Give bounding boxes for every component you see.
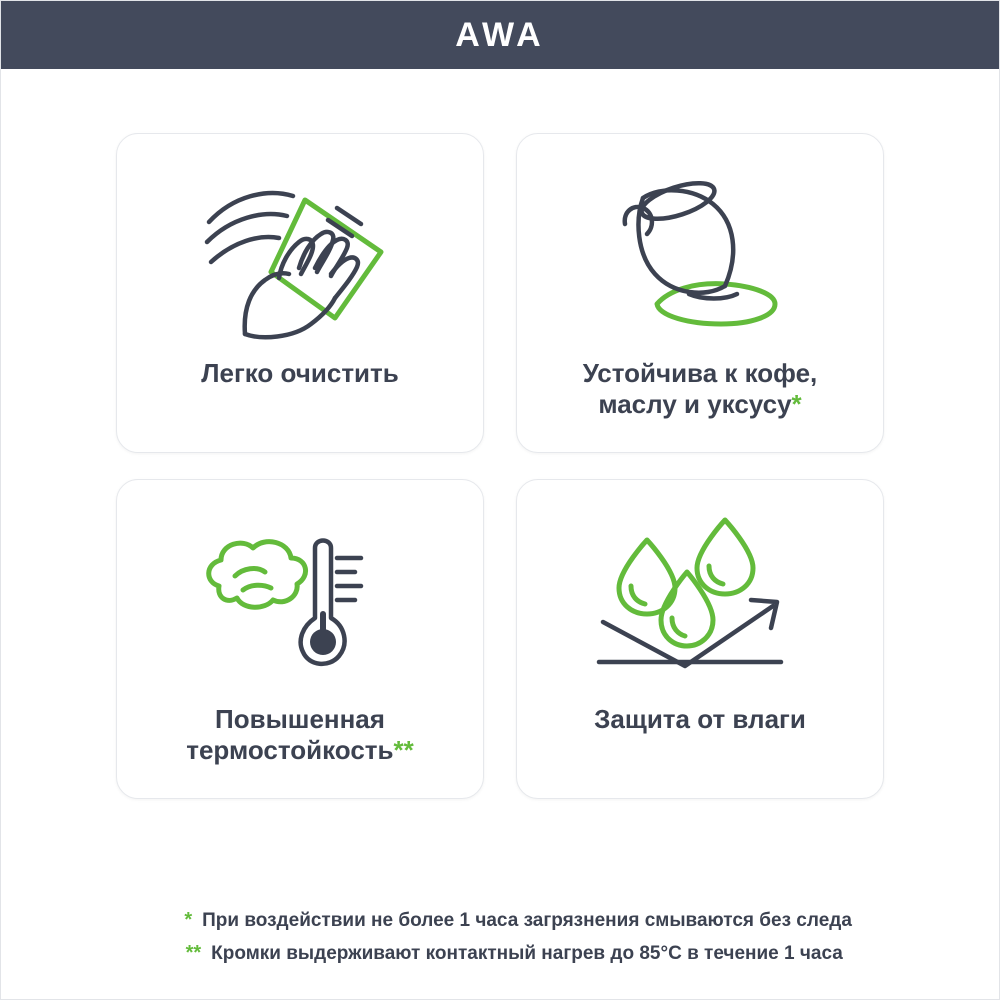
footnote-marker: ** [393, 735, 414, 766]
footnote-text: Кромки выдерживают контактный нагрев до 85°C в течение 1 часа [211, 943, 843, 964]
footnote-item [157, 942, 843, 965]
header-bar [1, 1, 999, 69]
feature-card-label [168, 704, 432, 766]
footnote-marker: ** [185, 942, 202, 964]
page-title: AWA [455, 15, 545, 54]
feature-card-label [576, 704, 824, 735]
feature-label-line2: маслу и уксусу [598, 389, 792, 420]
feature-label-line1: Защита от влаги [594, 704, 806, 734]
spilled-cup-icon [585, 158, 815, 358]
feature-label-line1: Повышенная [215, 704, 385, 734]
feature-card-label [565, 358, 836, 420]
footnote-item [148, 909, 852, 932]
water-droplets-repel-icon [585, 504, 815, 704]
thermometer-steam-icon [185, 504, 415, 704]
feature-card-easy-clean[interactable] [116, 133, 484, 453]
feature-card-grid [116, 133, 884, 799]
feature-card-water-protection[interactable] [516, 479, 884, 799]
footnote-text: При воздействии не более 1 часа загрязнения смываются без следа [202, 910, 852, 931]
hand-wiping-cloth-icon [185, 158, 415, 358]
feature-card-label [183, 358, 417, 389]
footnotes [1, 909, 999, 965]
feature-label-line1: Легко очистить [201, 358, 399, 388]
footnote-marker: * [791, 389, 802, 420]
feature-card-heat-resistant[interactable] [116, 479, 484, 799]
feature-card-stain-resistant[interactable] [516, 133, 884, 453]
feature-label-line1: Устойчива к кофе, [582, 358, 818, 388]
feature-label-line2: термостойкость [186, 735, 394, 766]
footnote-marker: * [184, 909, 193, 931]
